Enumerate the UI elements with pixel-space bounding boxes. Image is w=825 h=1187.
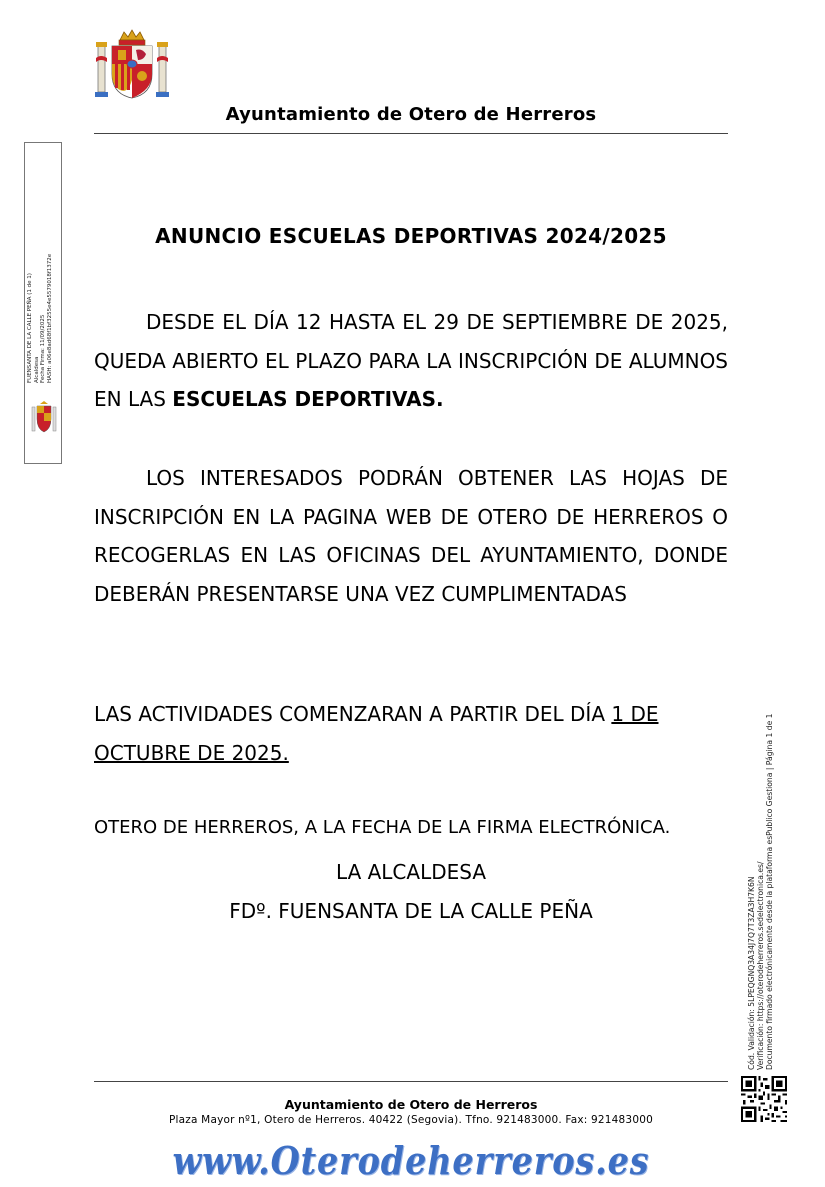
paragraph-text: LAS ACTIVIDADES COMENZARAN A PARTIR DEL DÍA bbox=[94, 702, 612, 726]
paragraph-text: LOS INTERESADOS PODRÁN OBTENER LAS HOJAS DE INSCRIPCIÓN EN LA PAGINA WEB DE OTERO DE HERREROS O RECOGERLAS EN LAS OFICINAS DEL AYUNTAMIENTO, DONDE DEBERÁN PRESENTARSE UNA VEZ CUMPLIMENTADAS bbox=[94, 466, 728, 606]
coat-of-arms-logo bbox=[94, 28, 170, 102]
paragraph-bold-text: ESCUELAS DEPORTIVAS. bbox=[172, 387, 444, 411]
validation-code: Cód. Validación: 5LPEQGNQ3A34J7Q7T3ZA3H7K6N bbox=[747, 876, 756, 1070]
stamp-line: Alcaldesa bbox=[33, 356, 40, 383]
document-title: ANUNCIO ESCUELAS DEPORTIVAS 2024/2025 bbox=[155, 224, 667, 248]
validation-block bbox=[748, 712, 794, 1070]
footer-title: Ayuntamiento de Otero de Herreros bbox=[284, 1097, 538, 1112]
stamp-crest-icon bbox=[31, 401, 57, 435]
paragraph-start-date bbox=[94, 695, 728, 772]
validation-note: Documento firmado electrónicamente desde la plataforma esPublico Gestiona | Página 1 de 1 bbox=[764, 713, 774, 1070]
signer-name: FDº. FUENSANTA DE LA CALLE PEÑA bbox=[229, 899, 593, 923]
validation-text bbox=[748, 712, 774, 1070]
validation-url[interactable]: Verificación: https://oterodeherreros.sedelectronica.es/ bbox=[755, 861, 765, 1070]
signature-stamp-text bbox=[27, 213, 53, 383]
header-title: Ayuntamiento de Otero de Herreros bbox=[225, 104, 597, 125]
header-divider bbox=[94, 133, 728, 134]
paragraph-text: DESDE EL DÍA 12 HASTA EL 29 DE SEPTIEMBRE DE 2025, QUEDA ABIERTO EL PLAZO PARA LA INSCRIPCIÓN DE ALUMNOS EN LAS bbox=[94, 310, 728, 411]
stamp-line: Fecha Firma: 11/09/2025 bbox=[40, 314, 46, 383]
signature-stamp bbox=[24, 142, 62, 464]
footer-divider bbox=[94, 1081, 728, 1082]
paragraph-forms-info bbox=[94, 459, 728, 613]
qr-code-icon[interactable] bbox=[741, 1076, 787, 1122]
paragraph-registration-period bbox=[94, 303, 728, 419]
stamp-line: FUENSANTA DE LA CALLE PEÑA (1 de 1) bbox=[27, 273, 33, 383]
signer-role: LA ALCALDESA bbox=[335, 860, 487, 884]
closing-line: OTERO DE HERREROS, A LA FECHA DE LA FIRMA ELECTRÓNICA. bbox=[94, 817, 671, 838]
stamp-line: HASH: a06e8ad68f1bf3255e4e5579018f1372e bbox=[46, 253, 53, 383]
footer-address: Plaza Mayor nº1, Otero de Herreros. 40422 (Segovia). Tfno. 921483000. Fax: 921483000 bbox=[169, 1114, 653, 1126]
footer-website-link[interactable]: www.Oterodeherreros.es bbox=[172, 1138, 650, 1183]
validation-page: | Página 1 de 1 bbox=[764, 713, 774, 771]
start-date: 1 DE OCTUBRE DE 2025. bbox=[94, 702, 659, 765]
